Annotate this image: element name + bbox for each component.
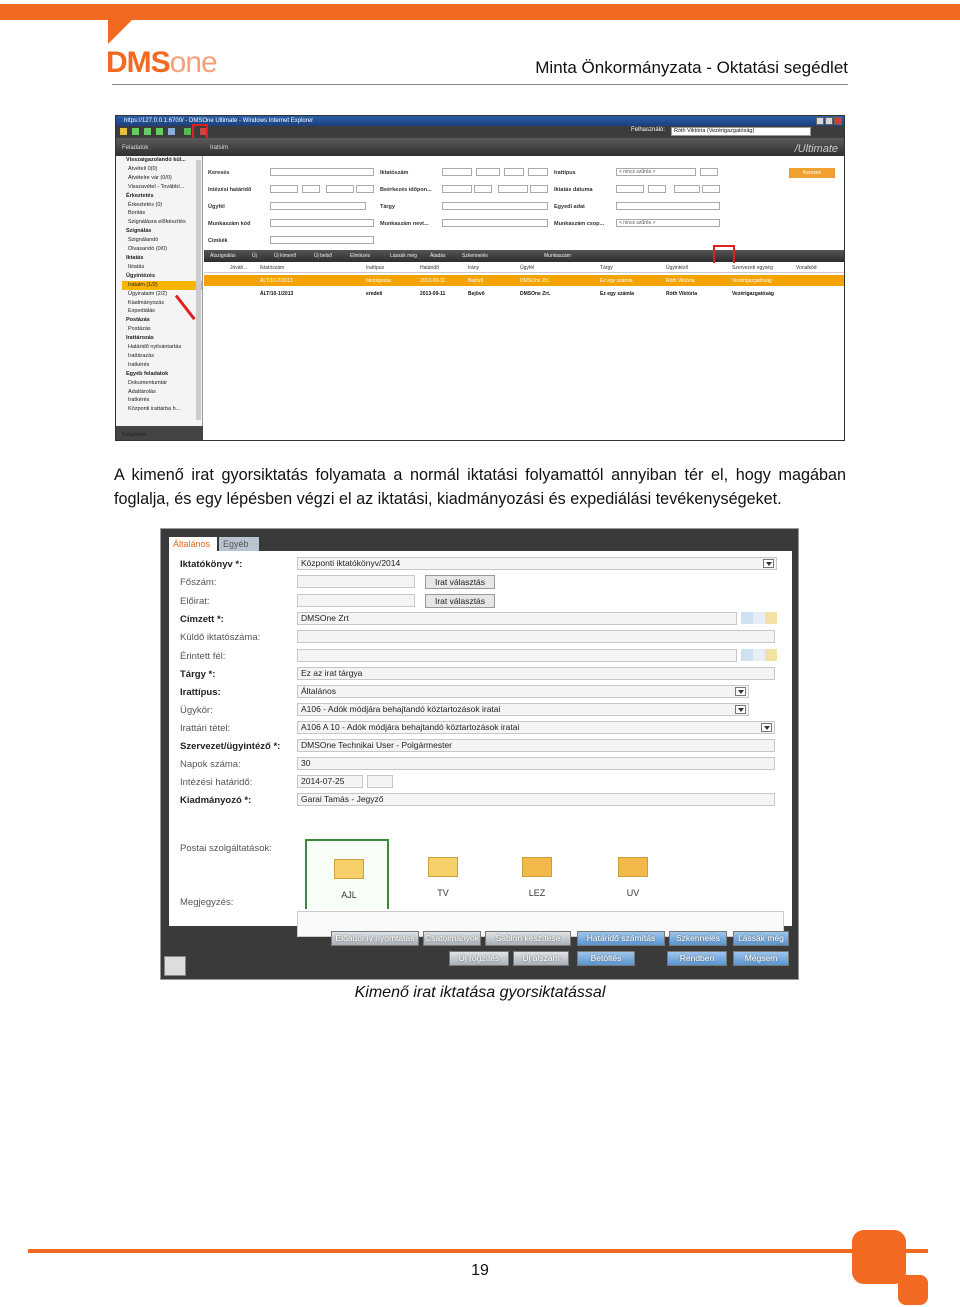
field-label: Előirat: <box>180 596 210 607</box>
list-toolbar <box>204 250 844 262</box>
munkaszam-nev-label: Munkaszám nevt... <box>380 221 429 227</box>
envelope-icon <box>334 859 364 879</box>
sidebar-section[interactable]: Egyéb feladatok <box>126 370 169 377</box>
table-cell: feldolgozás <box>366 278 392 284</box>
column-header[interactable]: Irány <box>468 265 480 271</box>
form-body <box>169 551 792 926</box>
sidebar-item[interactable]: Adattárolás <box>128 388 156 395</box>
iktatas-datuma-label: Iktatás dátuma <box>554 187 593 193</box>
cimkek-label: Cimkék <box>208 238 228 244</box>
form-select[interactable] <box>297 557 777 570</box>
sidebar-item[interactable]: Szignálandó <box>128 237 159 244</box>
sidebar-item[interactable]: Visszavétel - Továbbí... <box>128 183 185 190</box>
intezesi-from[interactable] <box>270 185 298 193</box>
user-label: Felhasználó: <box>631 127 666 133</box>
save-icon[interactable] <box>168 128 175 135</box>
field-label: Érintett fél: <box>180 651 226 662</box>
form-field[interactable] <box>297 667 775 680</box>
postal-item-uv[interactable] <box>591 839 675 909</box>
megsem-button[interactable]: Mégsem <box>733 951 789 966</box>
beerkezes-op-2[interactable] <box>530 185 548 193</box>
toolbar-szkenneles[interactable]: Szkennelés <box>462 253 488 259</box>
intezesi-to[interactable] <box>326 185 354 193</box>
munkaszam-csop-label: Munkaszám csop... <box>554 221 605 227</box>
column-header[interactable]: Ügyfél <box>520 265 535 271</box>
sidebar-item[interactable]: Határidő nyilvántartás <box>128 344 182 351</box>
search-button[interactable]: Keresés <box>789 168 835 178</box>
sidebar-scrollbar[interactable] <box>196 160 201 420</box>
envelope-icon <box>618 857 648 877</box>
folder-icon[interactable] <box>120 128 127 135</box>
app-toolbar <box>116 126 844 138</box>
field-label: Címzett *: <box>180 614 224 625</box>
column-header[interactable]: Határidő <box>420 265 439 271</box>
edit-icon[interactable] <box>765 649 777 661</box>
field-label: Irattípus: <box>180 687 221 698</box>
footer-rule <box>28 1249 928 1253</box>
targy-label: Tárgy <box>380 204 395 210</box>
postal-label: Postai szolgáltatások: <box>180 843 272 854</box>
table-cell: Bejövő <box>468 278 484 284</box>
table-cell: ÁLT/10-1/2013 <box>260 291 294 297</box>
intezesi-op-2[interactable] <box>356 185 374 193</box>
rendben-button[interactable]: Rendben <box>667 951 727 966</box>
sidebar-item[interactable]: Irataim (1/2) <box>122 281 202 290</box>
sidebar-list <box>116 156 202 414</box>
search-input[interactable] <box>270 168 374 176</box>
munkaszam-kod-label: Munkaszám kód <box>208 221 251 227</box>
table-cell: 2013-09-11 <box>420 291 446 297</box>
check-icon[interactable] <box>132 128 139 135</box>
intezesi-op[interactable] <box>302 185 320 193</box>
form-field[interactable] <box>297 793 775 806</box>
logo-wedge <box>108 18 134 44</box>
iktatas-to[interactable] <box>674 185 700 193</box>
field-value: Garai Tamás - Jegyző <box>301 794 384 804</box>
sidebar <box>116 156 203 441</box>
beerkezes-label: Beérkezés időpon... <box>380 187 432 193</box>
ugyfel-input[interactable] <box>270 202 366 210</box>
table-cell: Vezérigazgatóság <box>732 278 772 284</box>
table-cell: Róth Viktória <box>666 278 695 284</box>
sidebar-item[interactable]: Átvételre vár (0/0) <box>128 174 172 181</box>
document-icon[interactable] <box>753 649 765 661</box>
sidebar-footer[interactable]: Feladatok <box>116 426 203 441</box>
column-header[interactable]: Iktatószám <box>260 265 285 271</box>
dmsone-logo: DMSone <box>106 46 217 79</box>
sidebar-item[interactable]: Szignálásra előkészítés <box>128 219 186 226</box>
form-select[interactable] <box>297 703 749 716</box>
form-select[interactable] <box>297 685 749 698</box>
postal-item-label: AJL <box>341 890 357 900</box>
calendar-icon[interactable] <box>367 775 393 788</box>
irattipus-op[interactable] <box>700 168 718 176</box>
column-header[interactable]: Jóváh... <box>230 265 248 271</box>
maximize-button[interactable] <box>825 117 833 125</box>
column-header[interactable]: Szervezeti egység <box>732 265 773 271</box>
window-title: https://127.0.0.1:6700/ - DMSOne Ultimate - Windows Internet Explorer <box>116 116 844 126</box>
csatolmanyok-button[interactable]: Csatolmányok <box>423 931 481 946</box>
field-label: Ügykör: <box>180 705 213 716</box>
document-icon[interactable] <box>753 612 765 624</box>
postal-item-label: UV <box>626 888 640 898</box>
egyedi-adat-label: Egyedi adat <box>554 204 585 210</box>
toolbar-lassak-meg[interactable]: Lássák még <box>390 253 417 259</box>
sidebar-section[interactable]: Irattározás <box>126 335 154 342</box>
sidebar-item[interactable]: Olvasandó (0/0) <box>128 246 168 253</box>
form-field[interactable] <box>297 594 415 607</box>
search-icon[interactable] <box>741 612 753 624</box>
sidebar-section[interactable]: Iktatás <box>126 254 144 261</box>
table-header <box>204 263 844 273</box>
chevron-down-icon[interactable] <box>763 559 774 568</box>
column-header[interactable]: Tárgy <box>600 265 613 271</box>
table-cell: 2013-09-11 <box>420 278 446 284</box>
table-cell: Vezérigazgatóság <box>732 291 774 297</box>
cimkek-input[interactable] <box>270 236 374 244</box>
iktatas-op[interactable] <box>648 185 666 193</box>
field-label: Irattári tétel: <box>180 723 231 734</box>
field-label: Napok száma: <box>180 759 241 770</box>
iktatas-op-2[interactable] <box>702 185 720 193</box>
szkenneles-button[interactable]: Szkennelés <box>669 931 727 946</box>
search-label: Keresés <box>208 170 230 176</box>
lightning-icon[interactable] <box>184 128 191 135</box>
sidebar-item[interactable]: Iratkérés <box>128 361 150 368</box>
user-select[interactable]: Róth Viktória (Vezérigazgatóság) <box>671 127 811 136</box>
column-header[interactable]: Irattípus <box>366 265 385 271</box>
field-label: Főszám: <box>180 577 217 588</box>
field-value: 2014-07-25 <box>301 776 345 786</box>
document-title: Minta Önkormányzata - Oktatási segédlet <box>535 58 848 77</box>
sidebar-section[interactable]: Szignálás <box>126 228 152 235</box>
body-paragraph: A kimenő irat gyorsiktatás folyamata a normál iktatási folyamattól annyiban tér el, hogy magában foglalja, és egy lépésben végzi el az iktatási, kiadmányozási és expediálási tevékenységeket. <box>114 466 846 508</box>
sidebar-section[interactable]: Érkeztetés <box>126 192 154 199</box>
form-field[interactable] <box>297 649 737 662</box>
sablon-keszitese-button[interactable]: Sablon készítése <box>485 931 571 946</box>
toolbar-uj-belso[interactable]: Új belső <box>314 253 333 259</box>
tab-iratsim[interactable]: Iratsim <box>210 145 228 151</box>
iktatoszam-field-3[interactable] <box>504 168 524 176</box>
form-field[interactable] <box>297 630 775 643</box>
form-field[interactable] <box>297 575 415 588</box>
tab-egyeb[interactable]: Egyéb <box>219 537 259 551</box>
sidebar-item[interactable]: Iktatás <box>128 263 145 270</box>
iktatoszam-field-1[interactable] <box>442 168 472 176</box>
ugyfel-label: Ügyfél <box>208 204 225 210</box>
envelope-icon <box>428 857 458 877</box>
close-button[interactable] <box>834 117 842 125</box>
field-value: 30 <box>301 758 311 768</box>
iktatoszam-field-4[interactable] <box>528 168 548 176</box>
table-cell: Ez egy számla <box>600 291 634 297</box>
postal-item-lez[interactable] <box>495 839 579 909</box>
beerkezes-to[interactable] <box>498 185 528 193</box>
sidebar-item[interactable]: Postázás <box>128 326 151 333</box>
intezesi-label: Intézési határidő <box>208 187 252 193</box>
toolbar-uj[interactable]: Új <box>252 253 257 259</box>
check-icon[interactable] <box>144 128 151 135</box>
table-cell: Bejövő <box>468 291 485 297</box>
iktatoszam-field-2[interactable] <box>476 168 500 176</box>
eloadoi-iv-nyomtatas-button[interactable]: Előadói ív nyomtatás <box>331 931 419 946</box>
egyedi-adat-input[interactable] <box>616 202 720 210</box>
field-value: DMSOne Technikai User - Polgármester <box>301 740 453 750</box>
irat-valasztas-button[interactable]: Irat választás <box>425 594 495 608</box>
munkaszam-nev-input[interactable] <box>442 219 548 227</box>
postal-item-label: TV <box>437 888 449 898</box>
list-main <box>204 156 844 441</box>
toolbar-elintezes[interactable]: Elintézés <box>350 253 371 259</box>
field-label: Intézési határidő: <box>180 777 253 788</box>
minimize-button[interactable] <box>816 117 824 125</box>
munkaszam-csop-select[interactable]: < nincs szűrés > <box>616 219 720 227</box>
betoltes-button[interactable]: Betöltés <box>577 951 635 966</box>
column-header[interactable]: Vonalkód <box>796 265 817 271</box>
panel-label: Feladatok <box>122 145 149 151</box>
field-value: Általános <box>301 686 336 696</box>
sidebar-item[interactable]: Érkeztetés (0) <box>128 201 163 208</box>
envelope-icon <box>522 857 552 877</box>
chevron-down-icon[interactable] <box>735 687 746 696</box>
form-field[interactable] <box>297 757 775 770</box>
table-cell: Ez egy számla <box>600 278 633 284</box>
targy-input[interactable] <box>442 202 548 210</box>
sidebar-item[interactable]: Irattárazás <box>128 352 154 359</box>
field-value: A106 - Adók módjára behajtandó köztartozások iratai <box>301 704 501 714</box>
field-label: Kiadmányozó *: <box>180 795 252 806</box>
form-select[interactable] <box>297 721 775 734</box>
sidebar-item[interactable]: Iratkérés <box>128 397 150 404</box>
field-label: Küldő iktatószáma: <box>180 632 261 643</box>
form-field[interactable] <box>297 612 737 625</box>
table-cell: Róth Viktória <box>666 291 698 297</box>
table-row[interactable] <box>204 288 844 299</box>
sidebar-item[interactable]: Bontás <box>128 210 146 217</box>
hatarido-szamitas-button[interactable]: Határidő számítás <box>577 931 665 946</box>
edit-icon[interactable] <box>765 612 777 624</box>
header-rule <box>112 84 848 85</box>
page-number: 19 <box>471 1262 489 1279</box>
toolbar-atadas[interactable]: Átadás <box>430 253 446 259</box>
brand-label: /Ultimate <box>794 143 838 155</box>
chevron-down-icon[interactable] <box>761 723 772 732</box>
form-field[interactable] <box>297 775 363 788</box>
uj-rogzites-button[interactable]: Új rögzítés <box>449 951 509 966</box>
sidebar-item[interactable]: Expediálás <box>128 308 155 315</box>
toolbar-atszignalas[interactable]: Átszignálás <box>210 253 236 259</box>
sidebar-section[interactable]: Ügyintézés <box>126 272 156 279</box>
table-cell: eredeti <box>366 291 383 297</box>
search-icon[interactable] <box>741 649 753 661</box>
beerkezes-from[interactable] <box>442 185 472 193</box>
postal-item-ajl[interactable] <box>305 839 389 909</box>
figure-caption: Kimenő irat iktatása gyorsiktatással <box>354 984 606 1001</box>
table-cell: ÁLT/10-2/2013 <box>260 278 293 284</box>
panel-header <box>116 138 844 156</box>
field-label: Tárgy *: <box>180 669 216 680</box>
monitor-icon[interactable] <box>164 956 186 976</box>
postal-services <box>305 839 773 909</box>
note-label: Megjegyzés: <box>180 897 234 908</box>
field-value: Ez az irat tárgya <box>301 668 363 678</box>
header-orange-bar <box>0 4 960 20</box>
iktatoszam-label: Iktatószám <box>380 170 409 176</box>
table-cell: DMSOne Zrt. <box>520 278 550 284</box>
irattipus-label: Irattípus <box>554 170 576 176</box>
sidebar-item[interactable]: Ügyirataim (2/2) <box>128 290 168 297</box>
postal-item-tv[interactable] <box>401 839 485 909</box>
toolbar-uj-kimeno[interactable]: Új kimenő <box>274 253 297 259</box>
sidebar-item[interactable]: Átvételi 0(0) <box>128 165 158 172</box>
toolbar-munkaszam[interactable]: Munkaszám <box>544 253 571 259</box>
check-icon[interactable] <box>156 128 163 135</box>
field-label: Iktatókönyv *: <box>180 559 243 570</box>
sidebar-item[interactable]: Központi irattárba h... <box>128 406 181 413</box>
column-header[interactable]: Ügyintéző <box>666 265 689 271</box>
form-field[interactable] <box>297 739 775 752</box>
uj-alszam-button[interactable]: Új alszám <box>513 951 569 966</box>
sidebar-section[interactable]: Postázás <box>126 317 150 324</box>
iktatas-from[interactable] <box>616 185 644 193</box>
irattipus-select[interactable]: < nincs szűrés > <box>616 168 696 176</box>
sidebar-section[interactable]: Visszaigazolandó kül... <box>126 157 186 163</box>
field-value: DMSOne Zrt <box>301 613 349 623</box>
chevron-down-icon[interactable] <box>735 705 746 714</box>
munkaszam-kod-input[interactable] <box>270 219 374 227</box>
sidebar-item[interactable]: Kiadmányozás <box>128 299 165 306</box>
field-value: A106 A 10 - Adók módjára behajtandó köztartozások iratai <box>301 722 520 732</box>
tab-altalanos[interactable]: Általános <box>169 537 217 551</box>
postal-item-label: LEZ <box>528 888 546 898</box>
beerkezes-op[interactable] <box>474 185 492 193</box>
table-cell: DMSOne Zrt. <box>520 291 551 297</box>
field-label: Szervezet/ügyintéző *: <box>180 741 281 752</box>
lassak-meg-button[interactable]: Lássák még <box>733 931 789 946</box>
screenshot-iratok-list <box>115 115 845 441</box>
screenshot-gyorsiktatas-form <box>160 528 799 980</box>
irat-valasztas-button[interactable]: Irat választás <box>425 575 495 589</box>
table-row[interactable] <box>204 275 844 286</box>
field-value: Központi iktatókönyv/2014 <box>301 558 401 568</box>
sidebar-item[interactable]: Dokumentumtár <box>128 379 168 386</box>
